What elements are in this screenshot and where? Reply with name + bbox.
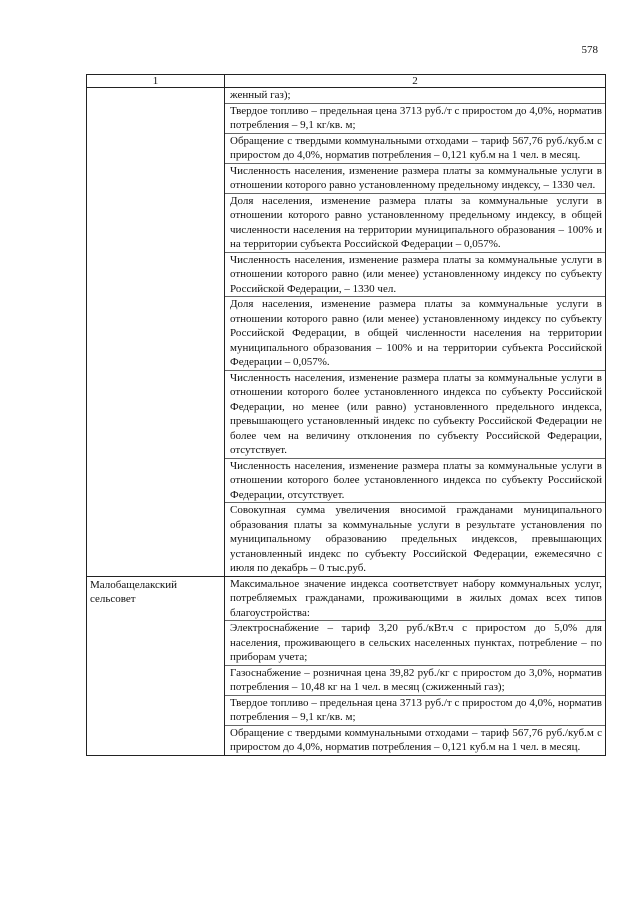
municipality-name-cell: Малобащелакский сельсовет	[87, 576, 225, 755]
paragraph: Доля населения, изменение размера платы за коммунальные услуги в отношении которого равно (или менее) установленному индексу по субъекту Российской Федерации, в общей численности населения на территории муниципального образования – 100% и на территории субъекта Российской Федерации – 0,057%.	[225, 297, 605, 371]
paragraph: Совокупная сумма увеличения вносимой гражданами муниципального образования платы за коммунальные услуги в результате установления по муниципальному образованию предельных индексов, превышающих установленный индекс по субъекту Российской Федерации, ежемесячно с июля по декабрь – 0 тыс.руб.	[230, 504, 602, 574]
paragraph: Численность населения, изменение размера платы за коммунальные услуги в отношении которого более установленного индекса по субъекту Российской Федерации, но менее (или равно) установленного предельного индекса, превышающего установленный индекс по субъекту Российской Федерации не более чем на величину отклонения по субъекту Российской Федерации, отсутствует.	[225, 371, 605, 459]
table-row	[87, 88, 606, 577]
column-header-2: 2	[225, 75, 606, 88]
paragraph: Доля населения, изменение размера платы за коммунальные услуги в отношении которого равно установленному предельному индексу, в общей численности населения на территории муниципального образования – 100% и на территории субъекта Российской Федерации – 0,057%.	[225, 194, 605, 253]
paragraph: Электроснабжение – тариф 3,20 руб./кВт.ч с приростом до 5,0% для населения, проживающего в сельских населенных пунктах, потребление – по приборам учета;	[225, 621, 605, 666]
paragraph: Твердое топливо – предельная цена 3713 руб./т с приростом до 4,0%, норматив потребления – 9,1 кг/кв. м;	[225, 696, 605, 726]
paragraph: Твердое топливо – предельная цена 3713 руб./т с приростом до 4,0%, норматив потребления – 9,1 кг/кв. м;	[225, 104, 605, 134]
paragraph: Численность населения, изменение размера платы за коммунальные услуги в отношении которого более установленного индекса по субъекту Российской Федерации, отсутствует.	[225, 459, 605, 504]
paragraph: Обращение с твердыми коммунальными отходами – тариф 567,76 руб./куб.м с приростом до 4,0%, норматив потребления – 0,121 куб.м на 1 чел. в месяц.	[230, 726, 602, 753]
column-header-1: 1	[87, 75, 225, 88]
paragraph: Численность населения, изменение размера платы за коммунальные услуги в отношении которого равно установленному предельному индексу, – 1330 чел.	[225, 164, 605, 194]
municipality-name-cell	[87, 88, 225, 577]
document-table	[86, 74, 606, 756]
description-cell	[225, 576, 606, 755]
paragraph: Газоснабжение – розничная цена 39,82 руб./кг с приростом до 3,0%, норматив потребления – 10,48 кг на 1 чел. в месяц (сжиженный газ);	[225, 666, 605, 696]
table-header-row	[87, 75, 606, 88]
paragraph: Обращение с твердыми коммунальными отходами – тариф 567,76 руб./куб.м с приростом до 4,0%, норматив потребления – 0,121 куб.м на 1 чел. в месяц.	[225, 134, 605, 164]
description-cell	[225, 88, 606, 577]
paragraph: женный газ);	[225, 88, 605, 104]
paragraph: Численность населения, изменение размера платы за коммунальные услуги в отношении которого равно (или менее) установленному индексу по субъекту Российской Федерации, – 1330 чел.	[225, 253, 605, 298]
paragraph: Максимальное значение индекса соответствует набору коммунальных услуг, потребляемых гражданами, проживающими в жилых домах всех типов благоустройства:	[225, 577, 605, 622]
table-row	[87, 576, 606, 755]
page-number: 578	[581, 44, 598, 56]
